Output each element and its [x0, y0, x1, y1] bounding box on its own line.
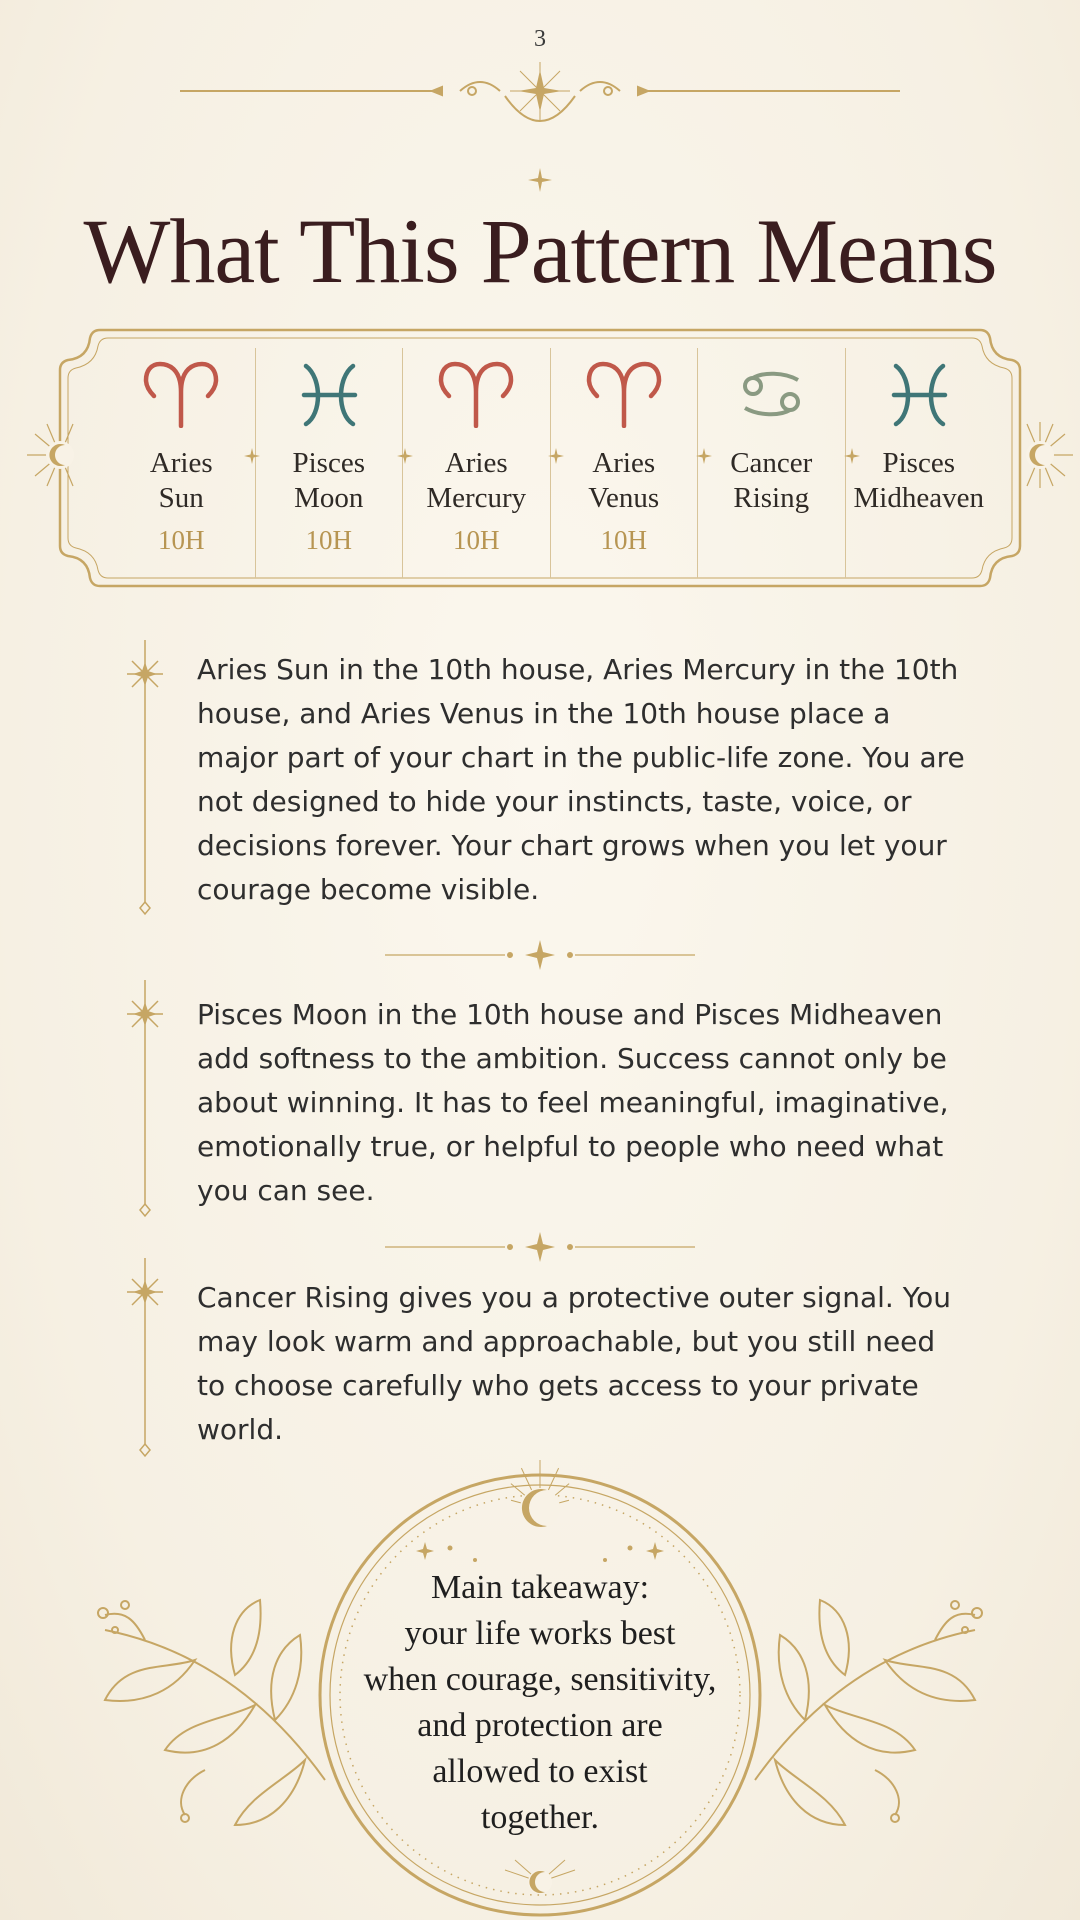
- page-title: What This Pattern Means: [83, 200, 997, 302]
- takeaway-line: when courage, sensitivity,: [363, 1661, 717, 1698]
- takeaway-line: your life works best: [404, 1615, 676, 1652]
- placement-sign: Aries: [592, 447, 656, 479]
- title-star-icon: [528, 168, 552, 192]
- page-number: 3: [534, 26, 546, 52]
- placement-sign: Aries: [444, 447, 508, 479]
- placement-label: [403, 446, 550, 516]
- takeaway-line: together.: [480, 1799, 600, 1836]
- placement-house: 10H: [158, 525, 205, 555]
- aries-icon: [108, 358, 255, 428]
- placement-house: 10H: [600, 525, 647, 555]
- placement-point: Mercury: [426, 482, 527, 514]
- paragraph-marker-star-icon: [125, 1258, 165, 1460]
- placement-label: [698, 446, 845, 516]
- placement-point: Moon: [294, 482, 364, 514]
- cancer-icon: [698, 358, 845, 428]
- placement-cancer-rising: [697, 348, 845, 578]
- separator-star-icon: [696, 448, 712, 464]
- placement-sign: Aries: [149, 447, 213, 479]
- placement-point: Venus: [588, 482, 660, 514]
- placement-house: 10H: [453, 525, 500, 555]
- takeaway-line: Main takeaway:: [430, 1569, 650, 1606]
- takeaway-line: allowed to exist: [432, 1753, 648, 1790]
- paragraph-softness: Pisces Moon in the 10th house and Pisces Midheaven add softness to the ambition. Success cannot only be about winning. It has to feel meaningful, imaginative, emotionally true, or helpful to people who need what you can see.: [197, 998, 949, 1207]
- placement-sign: Pisces: [882, 447, 955, 479]
- paragraph-marker-star-icon: [125, 640, 165, 918]
- placement-label: [551, 446, 698, 516]
- placement-point: Rising: [733, 482, 810, 514]
- placement-house: 10H: [305, 525, 352, 555]
- separator-star-icon: [244, 448, 260, 464]
- paragraph-public-life: Aries Sun in the 10th house, Aries Mercury in the 10th house, and Aries Venus in the 10th house place a major part of your chart in the public-life zone. You are not designed to hide your instincts, taste, voice, or decisions forever. Your chart grows when you let your courage become visible.: [197, 653, 965, 906]
- placement-pisces-midheaven: [845, 348, 993, 578]
- paragraph-cancer-rising: Cancer Rising gives you a protective outer signal. You may look warm and approachable, but you still need to choose carefully who gets access to your private world.: [197, 1281, 951, 1446]
- placement-aries-venus: [550, 348, 698, 578]
- aries-icon: [551, 358, 698, 428]
- placement-sign: Pisces: [292, 447, 365, 479]
- placement-label: [108, 446, 255, 516]
- placement-point: Midheaven: [853, 482, 984, 514]
- main-takeaway: [340, 1565, 740, 1841]
- takeaway-line: and protection are: [417, 1707, 663, 1744]
- separator-star-icon: [397, 448, 413, 464]
- pisces-icon: [256, 358, 403, 428]
- placement-sign: Cancer: [730, 447, 813, 479]
- pisces-icon: [846, 358, 993, 428]
- section-divider: [385, 1232, 695, 1262]
- top-ornament-divider: [170, 62, 910, 132]
- separator-star-icon: [548, 448, 564, 464]
- right-moon-ornament-icon: [1005, 420, 1075, 490]
- paragraph-marker-star-icon: [125, 980, 165, 1220]
- placement-label: [256, 446, 403, 516]
- placement-label: [846, 446, 993, 516]
- placement-pisces-moon: [255, 348, 403, 578]
- aries-icon: [403, 358, 550, 428]
- left-moon-ornament-icon: [25, 420, 95, 490]
- section-divider: [385, 940, 695, 970]
- placement-aries-mercury: [402, 348, 550, 578]
- placement-point: Sun: [158, 482, 204, 514]
- separator-star-icon: [844, 448, 860, 464]
- placement-aries-sun: [108, 348, 255, 578]
